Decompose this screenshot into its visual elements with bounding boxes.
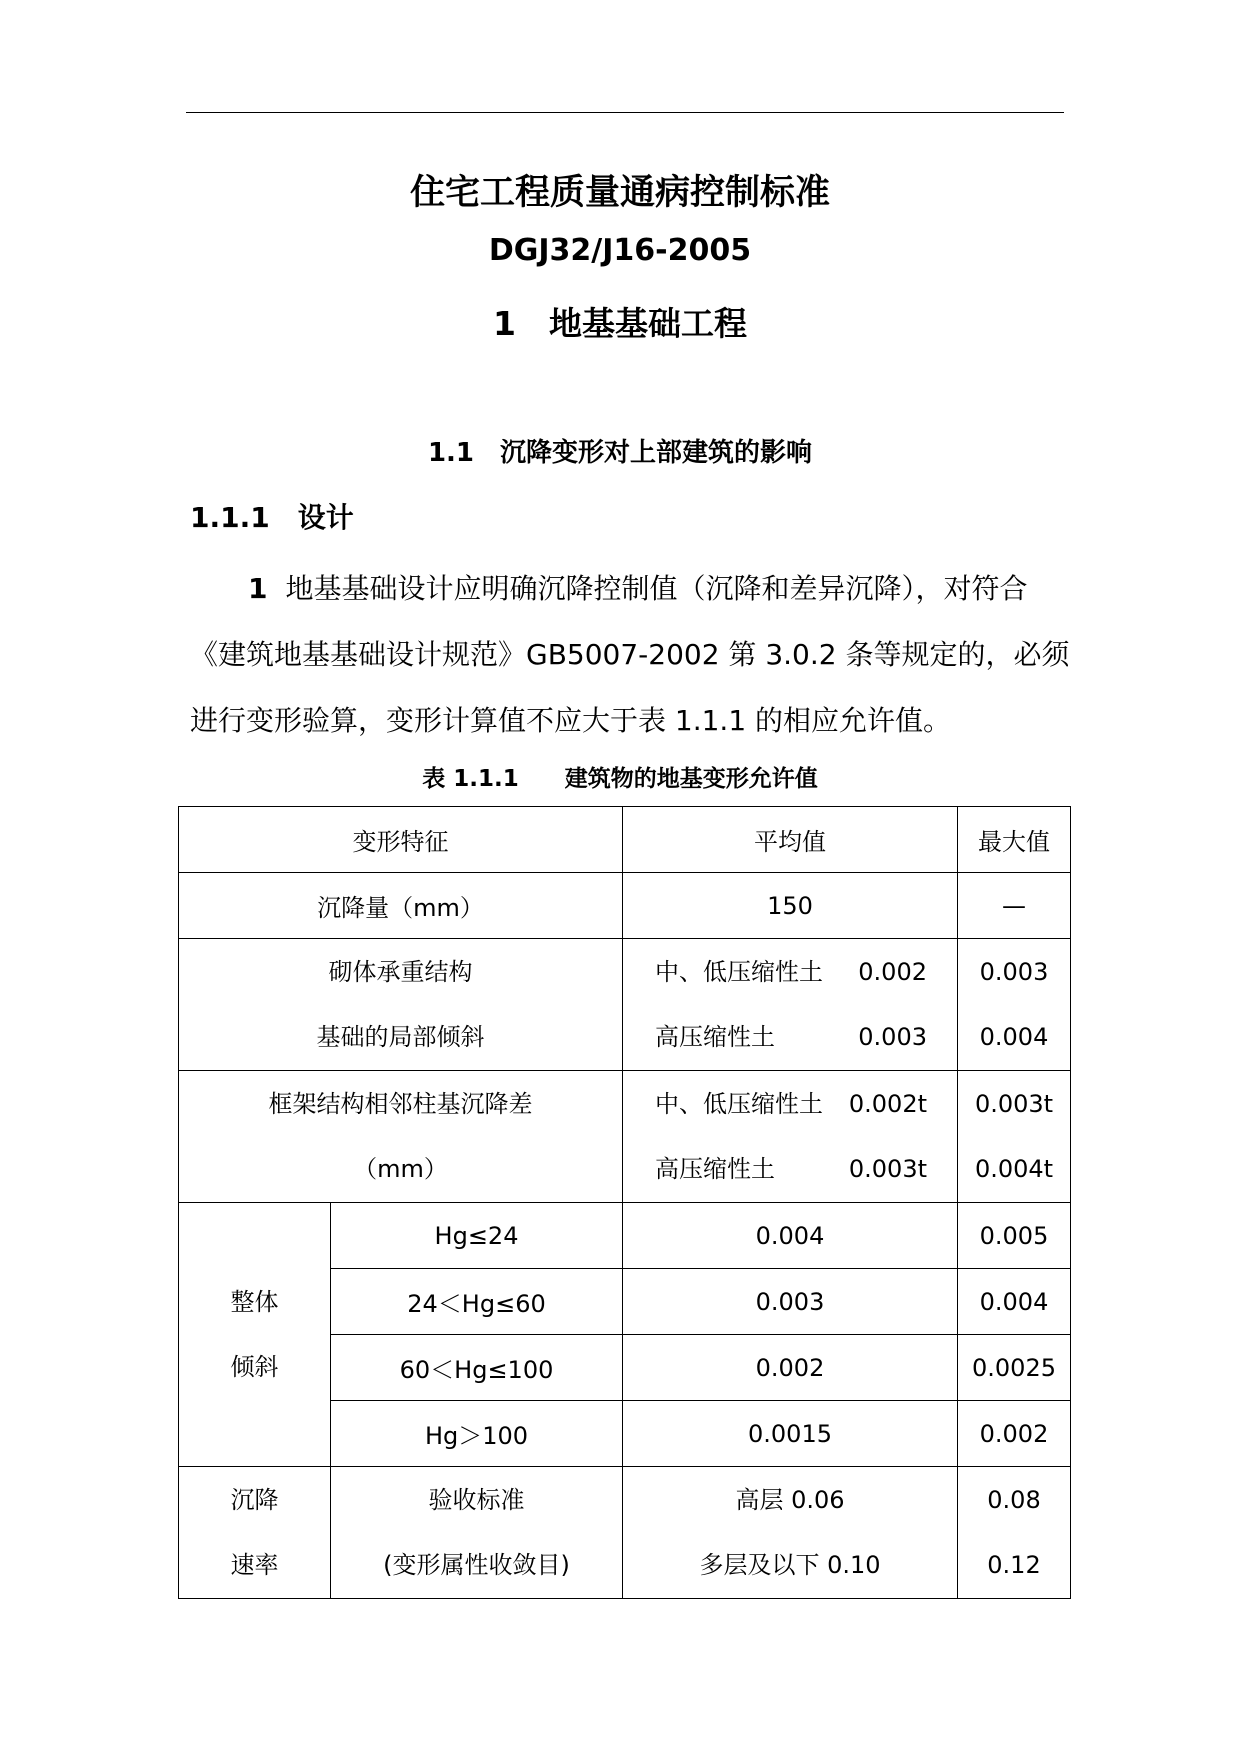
cell-line: 框架结构相邻柱基沉降差 (268, 1089, 533, 1118)
cell-line: 0.004t (974, 1154, 1054, 1183)
cell-line: 多层及以下 0.10 (699, 1550, 881, 1579)
table-cell: — (958, 873, 1071, 939)
table-cell (179, 1071, 623, 1203)
cell-line: 高层 0.06 (735, 1485, 845, 1514)
table-cell: 沉降量（mm） (179, 873, 623, 939)
table-cell: 0.0015 (623, 1401, 958, 1467)
table-cell: 60＜Hg≤100 (331, 1335, 623, 1401)
header-cell: 最大值 (958, 807, 1071, 873)
deformation-table (178, 806, 1071, 1599)
table-row (179, 873, 1071, 939)
table-cell: 0.002 (958, 1401, 1071, 1467)
cell-line: 0.003 (979, 957, 1049, 986)
header-rule (186, 112, 1064, 113)
cell-line: 0.08 (987, 1485, 1041, 1514)
table-cell (331, 1467, 623, 1599)
cell-line: （mm） (353, 1154, 448, 1183)
cell-line: 砌体承重结构 (328, 957, 473, 986)
table-cell: 0.005 (958, 1203, 1071, 1269)
table-cell: 24＜Hg≤60 (331, 1269, 623, 1335)
cell-line: 基础的局部倾斜 (316, 1022, 485, 1051)
section-heading: 1.1 沉降变形对上部建筑的影响 (427, 438, 813, 468)
standard-code: DGJ32/J16-2005 (488, 233, 752, 268)
table-cell: Hg＞100 (331, 1401, 623, 1467)
cell-line: 倾斜 (230, 1352, 279, 1381)
table-cell (179, 1203, 331, 1467)
table-caption: 表 1.1.1 建筑物的地基变形允许值 (422, 766, 818, 792)
table-cell (958, 1467, 1071, 1599)
table-cell: 0.0025 (958, 1335, 1071, 1401)
table-cell (623, 1467, 958, 1599)
table-row (179, 1467, 1071, 1599)
table-row (179, 807, 1071, 873)
value: 0.002t (848, 1089, 927, 1118)
cell-line: 整体 (230, 1287, 279, 1316)
table-cell (958, 1071, 1071, 1203)
value: 0.002 (858, 957, 927, 986)
soil-type: 中、低压缩性土 (655, 957, 823, 986)
paragraph-number: 1 (248, 572, 268, 605)
table-cell (179, 939, 623, 1071)
subsection-heading: 1.1.1 设计 (190, 501, 354, 534)
table-cell (958, 939, 1071, 1071)
soil-type: 中、低压缩性土 (655, 1089, 823, 1118)
table-cell: 0.004 (958, 1269, 1071, 1335)
header-cell: 变形特征 (179, 807, 623, 873)
table-cell (623, 939, 958, 1071)
table-row (179, 1071, 1071, 1203)
table-cell (179, 1467, 331, 1599)
soil-type: 高压缩性土 (655, 1022, 775, 1051)
table-row (179, 1203, 1071, 1269)
cell-line: 0.12 (987, 1550, 1041, 1579)
cell-line: 沉降 (230, 1485, 279, 1514)
table-cell: 0.003 (623, 1269, 958, 1335)
table-cell (623, 1071, 958, 1203)
table-cell: Hg≤24 (331, 1203, 623, 1269)
table-cell: 150 (623, 873, 958, 939)
value: 0.003t (848, 1154, 927, 1183)
cell-line: 0.003t (974, 1089, 1054, 1118)
cell-line: (变形属性收敛目) (383, 1550, 570, 1579)
cell-line: 速率 (230, 1550, 279, 1579)
value: 0.003 (858, 1022, 927, 1051)
cell-line: 验收标准 (428, 1485, 525, 1514)
header-cell: 平均值 (623, 807, 958, 873)
chapter-heading: 1 地基基础工程 (493, 304, 747, 343)
paragraph-text: 地基基础设计应明确沉降控制值（沉降和差异沉降），对符合《建筑地基基础设计规范》GB5007-2002 第 3.0.2 条等规定的，必须进行变形验算，变形计算值不应大于表 1.1.1 的相应允许值。 (190, 572, 1070, 737)
table-cell: 0.002 (623, 1335, 958, 1401)
paragraph (190, 556, 1080, 754)
soil-type: 高压缩性土 (655, 1154, 775, 1183)
table-row (179, 939, 1071, 1071)
cell-line: 0.004 (979, 1022, 1049, 1051)
document-title: 住宅工程质量通病控制标准 (409, 173, 830, 213)
table-cell: 0.004 (623, 1203, 958, 1269)
